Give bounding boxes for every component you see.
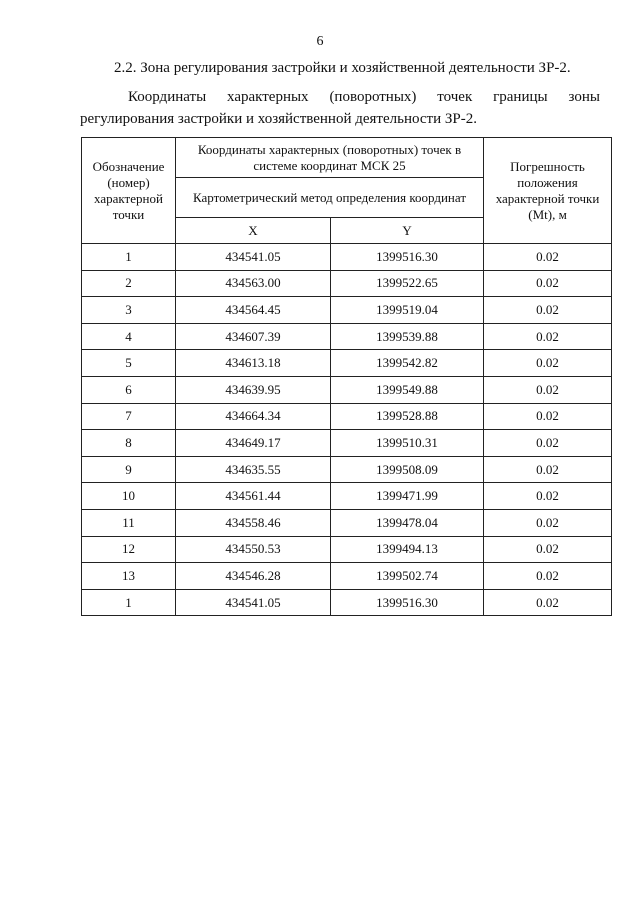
cell-x: 434649.17 bbox=[176, 430, 331, 457]
intro-word: точек bbox=[437, 89, 473, 105]
cell-accuracy: 0.02 bbox=[484, 430, 612, 457]
intro-word: Координаты bbox=[128, 89, 207, 105]
cell-accuracy: 0.02 bbox=[484, 403, 612, 430]
cell-y: 1399510.31 bbox=[331, 430, 484, 457]
cell-accuracy: 0.02 bbox=[484, 350, 612, 377]
cell-point-number: 1 bbox=[82, 589, 176, 616]
intro-line-2: регулирования застройки и хозяйственной деятельности ЗР-2. bbox=[80, 111, 477, 127]
cell-y: 1399494.13 bbox=[331, 536, 484, 563]
cell-x: 434550.53 bbox=[176, 536, 331, 563]
table-row bbox=[82, 403, 612, 430]
header-y: Y bbox=[331, 218, 484, 244]
table-row bbox=[82, 297, 612, 324]
table-row bbox=[82, 483, 612, 510]
cell-point-number: 7 bbox=[82, 403, 176, 430]
table-row bbox=[82, 323, 612, 350]
cell-x: 434546.28 bbox=[176, 563, 331, 590]
header-coordinates-group: Координаты характерных (поворотных) точек в системе координат МСК 25 bbox=[176, 138, 484, 178]
cell-accuracy: 0.02 bbox=[484, 270, 612, 297]
table-row bbox=[82, 456, 612, 483]
cell-x: 434607.39 bbox=[176, 323, 331, 350]
cell-accuracy: 0.02 bbox=[484, 563, 612, 590]
cell-y: 1399502.74 bbox=[331, 563, 484, 590]
intro-word: зоны bbox=[568, 89, 600, 105]
cell-accuracy: 0.02 bbox=[484, 536, 612, 563]
cell-x: 434541.05 bbox=[176, 244, 331, 271]
cell-point-number: 12 bbox=[82, 536, 176, 563]
cell-point-number: 6 bbox=[82, 376, 176, 403]
cell-x: 434558.46 bbox=[176, 509, 331, 536]
cell-accuracy: 0.02 bbox=[484, 297, 612, 324]
cell-y: 1399516.30 bbox=[331, 589, 484, 616]
table-body bbox=[82, 244, 612, 616]
cell-x: 434564.45 bbox=[176, 297, 331, 324]
table-row bbox=[82, 563, 612, 590]
header-point-designation: Обозначение (номер) характерной точки bbox=[82, 138, 176, 244]
cell-y: 1399539.88 bbox=[331, 323, 484, 350]
intro-paragraph bbox=[80, 86, 600, 130]
cell-x: 434664.34 bbox=[176, 403, 331, 430]
cell-accuracy: 0.02 bbox=[484, 483, 612, 510]
cell-x: 434563.00 bbox=[176, 270, 331, 297]
header-x: X bbox=[176, 218, 331, 244]
cell-point-number: 3 bbox=[82, 297, 176, 324]
cell-y: 1399528.88 bbox=[331, 403, 484, 430]
table-row bbox=[82, 430, 612, 457]
table-row bbox=[82, 509, 612, 536]
cell-point-number: 5 bbox=[82, 350, 176, 377]
cell-point-number: 2 bbox=[82, 270, 176, 297]
page-number: 6 bbox=[316, 34, 324, 49]
section-title: 2.2. Зона регулирования застройки и хозяйственной деятельности ЗР-2. bbox=[114, 60, 571, 76]
table-row bbox=[82, 589, 612, 616]
cell-x: 434635.55 bbox=[176, 456, 331, 483]
cell-point-number: 9 bbox=[82, 456, 176, 483]
cell-point-number: 10 bbox=[82, 483, 176, 510]
cell-y: 1399519.04 bbox=[331, 297, 484, 324]
cell-y: 1399549.88 bbox=[331, 376, 484, 403]
cell-x: 434541.05 bbox=[176, 589, 331, 616]
cell-point-number: 1 bbox=[82, 244, 176, 271]
cell-point-number: 8 bbox=[82, 430, 176, 457]
intro-word: (поворотных) bbox=[329, 89, 417, 105]
table-row bbox=[82, 270, 612, 297]
cell-y: 1399478.04 bbox=[331, 509, 484, 536]
cell-y: 1399542.82 bbox=[331, 350, 484, 377]
cell-point-number: 11 bbox=[82, 509, 176, 536]
cell-accuracy: 0.02 bbox=[484, 244, 612, 271]
cell-y: 1399508.09 bbox=[331, 456, 484, 483]
cell-accuracy: 0.02 bbox=[484, 376, 612, 403]
header-method: Картометрический метод определения координат bbox=[176, 178, 484, 218]
table-header bbox=[82, 138, 612, 244]
cell-accuracy: 0.02 bbox=[484, 323, 612, 350]
cell-x: 434639.95 bbox=[176, 376, 331, 403]
table-row bbox=[82, 244, 612, 271]
table-row bbox=[82, 350, 612, 377]
cell-y: 1399516.30 bbox=[331, 244, 484, 271]
header-accuracy: Погрешность положения характерной точки (Mt), м bbox=[484, 138, 612, 244]
intro-line-1 bbox=[80, 86, 600, 108]
cell-y: 1399522.65 bbox=[331, 270, 484, 297]
cell-y: 1399471.99 bbox=[331, 483, 484, 510]
cell-point-number: 13 bbox=[82, 563, 176, 590]
coordinates-table bbox=[81, 137, 612, 616]
table-row bbox=[82, 536, 612, 563]
cell-point-number: 4 bbox=[82, 323, 176, 350]
cell-accuracy: 0.02 bbox=[484, 456, 612, 483]
table-row bbox=[82, 376, 612, 403]
cell-accuracy: 0.02 bbox=[484, 589, 612, 616]
cell-x: 434613.18 bbox=[176, 350, 331, 377]
intro-word: границы bbox=[493, 89, 548, 105]
cell-x: 434561.44 bbox=[176, 483, 331, 510]
cell-accuracy: 0.02 bbox=[484, 509, 612, 536]
intro-word: характерных bbox=[227, 89, 309, 105]
